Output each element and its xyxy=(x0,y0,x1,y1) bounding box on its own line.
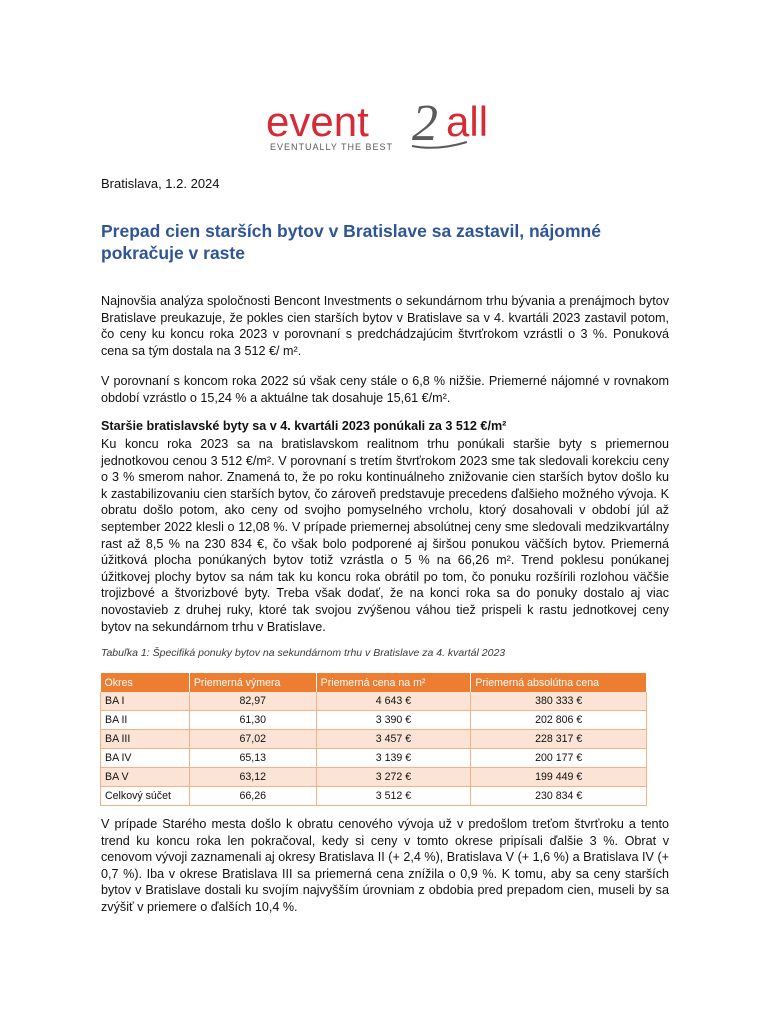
logo-tagline: EVENTUALLY THE BEST xyxy=(270,142,394,152)
cell-district: BA III xyxy=(101,730,190,749)
cell-price-total: 199 449 € xyxy=(471,768,647,787)
cell-price-total: 228 317 € xyxy=(471,730,647,749)
logo-graphic xyxy=(262,96,512,156)
cell-district: BA IV xyxy=(101,749,190,768)
document-date: Bratislava, 1.2. 2024 xyxy=(101,176,220,191)
cell-area: 67,02 xyxy=(189,730,316,749)
cell-price-m2: 3 272 € xyxy=(316,768,471,787)
table-row xyxy=(101,768,647,787)
table-row xyxy=(101,730,647,749)
page-title: Prepad cien starších bytov v Bratislave sa zastavil, nájomné pokračuje v raste xyxy=(101,221,601,263)
cell-price-total: 202 806 € xyxy=(471,711,647,730)
cell-price-m2: 4 643 € xyxy=(316,692,471,711)
cell-area: 82,97 xyxy=(189,692,316,711)
event2all-logo xyxy=(262,96,512,156)
logo-brand-left: event xyxy=(266,98,369,145)
header-cena-m2: Priemerná cena na m² xyxy=(316,673,471,692)
logo-brand-right: all xyxy=(446,98,489,145)
cell-district: BA V xyxy=(101,768,190,787)
section-heading: Staršie bratislavské byty sa v 4. kvartáli 2023 ponúkali za 3 512 €/m² xyxy=(101,419,507,433)
cell-area: 66,26 xyxy=(189,787,316,806)
cell-district: BA II xyxy=(101,711,190,730)
district-table xyxy=(100,673,647,806)
cell-district: BA I xyxy=(101,692,190,711)
cell-price-m2: 3 139 € xyxy=(316,749,471,768)
analysis-paragraph: Ku koncu roka 2023 sa na bratislavskom realitnom trhu ponúkali staršie byty s priemernou jednotkovou cenou 3 512 €/m². V porovnaní s tretím štvrťrokom 2023 sme tak sledovali korekciu ceny o 3 % smerom nahor. Znamená to, že po roku kontinuálneho znižovanie cien starších bytov došlo ku k zastabilizovaniu cien starších bytov, čo zároveň predstavuje precedens ďalšieho možného vývoja. K obratu došlo potom, ako ceny od svojho pomyselného vrcholu, ktorý dosahovali v období júl až september 2022 klesli o 12,08 %. V prípade priemernej absolútnej ceny sme sledovali medzikvartálny rast až 8,5 % na 230 834 €, čo však bolo podporené aj širšou ponukou väčších bytov. Priemerná úžitková plocha ponúkaných bytov totiž vzrástla o 5 % na 66,26 m². Trend poklesu ponúkanej úžitkovej plochy bytov sa nám tak ku koncu roka obrátil po tom, čo ponuku rozšírili rozlohou väčšie trojizbové a štvorizbové byty. Treba však dodať, že na konci roka sa do ponuky dostalo aj viac novostavieb z druhej ruky, ktoré tak svojou zvýšenou váhou tiež prispeli k rastu jednotkovej ceny bytov na sekundárnom trhu v Bratislave. xyxy=(101,437,669,634)
header-vymera: Priemerná výmera xyxy=(189,673,316,692)
table-row xyxy=(101,749,647,768)
logo-brand-mid: 2 xyxy=(412,96,438,152)
cell-area: 61,30 xyxy=(189,711,316,730)
table-row xyxy=(101,711,647,730)
header-absolutna-cena: Priemerná absolútna cena xyxy=(471,673,647,692)
comparison-paragraph: V porovnaní s koncom roka 2022 sú však ceny stále o 6,8 % nižšie. Priemerné nájomné v rovnakom období vzrástlo o 15,24 % a aktuálne tak dosahuje 15,61 €/m². xyxy=(101,374,669,405)
table-total-row xyxy=(101,787,647,806)
cell-price-total: 200 177 € xyxy=(471,749,647,768)
cell-area: 65,13 xyxy=(189,749,316,768)
cell-price-m2: 3 457 € xyxy=(316,730,471,749)
cell-price-total: 380 333 € xyxy=(471,692,647,711)
cell-price-total: 230 834 € xyxy=(471,787,647,806)
cell-price-m2: 3 390 € xyxy=(316,711,471,730)
districts-paragraph: V prípade Starého mesta došlo k obratu cenového vývoja už v predošlom treťom štvrťroku a tento trend ku koncu roka len pokračoval, kedy si ceny v tomto okrese pripísali ďalšie 3 %. Obrat v cenovom vývoji zaznamenali aj okresy Bratislava II (+ 2,4 %), Bratislava V (+ 1,6 %) a Bratislava IV (+ 0,7 %). Iba v okrese Bratislava III sa priemerná cena znížila o 0,9 %. K tomu, aby sa ceny starších bytov v Bratislave dostali ku svojím najvyšším úrovniam z obdobia pred prepadom cien, museli by sa zvýšiť v priemere o ďalších 10,4 %. xyxy=(101,817,669,914)
cell-price-m2: 3 512 € xyxy=(316,787,471,806)
intro-paragraph: Najnovšia analýza spoločnosti Bencont Investments o sekundárnom trhu bývania a prenájmoch bytov Bratislave preukazuje, že pokles cien starších bytov v Bratislave sa v 4. kvartáli 2023 zastavil potom, čo ceny ku koncu roka 2023 v porovnaní s predchádzajúcim štvrťrokom vzrástli o 3 %. Ponuková cena sa tým dostala na 3 512 €/ m². xyxy=(101,294,669,358)
table-header-row xyxy=(101,673,647,692)
header-okres: Okres xyxy=(101,673,190,692)
cell-district: Celkový súčet xyxy=(101,787,190,806)
table-row xyxy=(101,692,647,711)
table-caption: Tabuľka 1: Špecifiká ponuky bytov na sekundárnom trhu v Bratislave za 4. kvartál 2023 xyxy=(101,647,506,659)
cell-area: 63,12 xyxy=(189,768,316,787)
